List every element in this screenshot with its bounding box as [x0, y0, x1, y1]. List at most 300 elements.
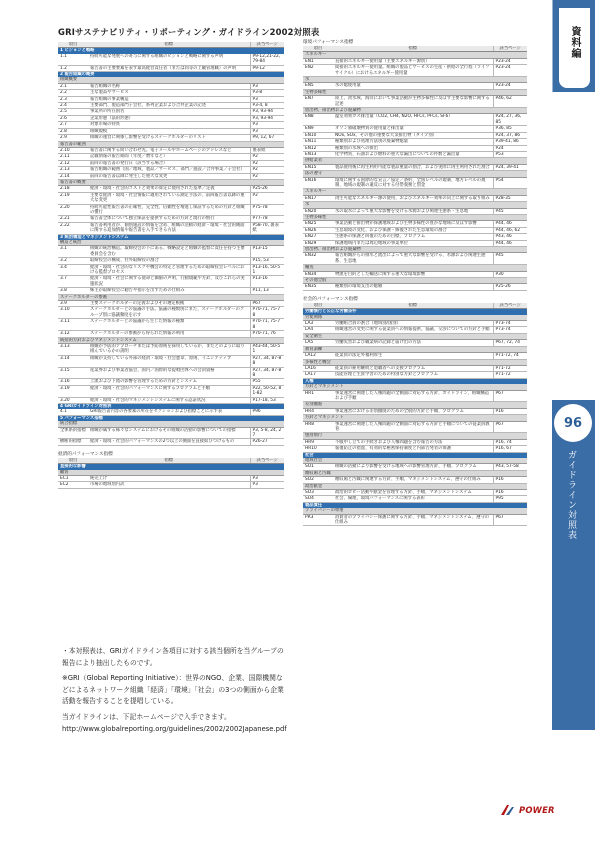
- gri-table-environment: [303, 46, 527, 291]
- header-index: 指標: [88, 42, 250, 48]
- logo-text: POWER: [519, 805, 555, 815]
- item-description: 不服申し立ての手続きおよび人権問題を含む報告の方法: [333, 439, 493, 445]
- item-description: 消費者のプライバシー保護に関する方針、手順、マネジメントシステム、遵守の仕組み: [333, 514, 493, 526]
- item-description: 生態系の保護と回復のための目標、プログラム: [333, 234, 493, 240]
- item-description: 従業員の法定外福利厚生: [333, 353, 493, 359]
- table-row: [303, 253, 527, 265]
- header-index: 指標: [333, 303, 493, 309]
- item-code: EN34: [303, 271, 333, 277]
- item-code: PR3: [303, 514, 333, 526]
- item-code: EN27: [303, 234, 333, 240]
- item-description: 製品使用後に再生利用可能な製品重量の割合、および実際に再生利用された割合: [333, 164, 493, 170]
- item-description: 純売上げ: [88, 476, 250, 482]
- subsection-title: 報告書の概要: [58, 179, 284, 185]
- gri-table-main: [58, 42, 284, 446]
- page-reference: P23-24: [493, 83, 527, 89]
- item-description: ステークホルダーとの協議の手法。協議の種類別にまた、ステークホルダーのグループ別に協議頻度を示す: [88, 307, 250, 319]
- item-code: 全体系的指標: [58, 427, 88, 439]
- item-code: 3.12: [58, 331, 88, 337]
- header-item: 項目: [58, 42, 88, 48]
- item-description: 経済・環境・社会的パフォーマンスの2つ以上の側面を直接結びつけるもの: [88, 439, 250, 445]
- section-title: 製品責任: [303, 502, 527, 508]
- page-reference: P27, 34, 87-88: [250, 367, 284, 379]
- item-description: 取締役会の構成、社外取締役の割合: [88, 258, 250, 264]
- table-row: [58, 343, 284, 355]
- table-row: [303, 421, 527, 433]
- item-description: 報告書利用者が、個別施設の情報を含め、組織の活動の経済・環境・社会的側面に関する追加情報や報告書を入手できる方法: [88, 222, 250, 234]
- item-code: 3.15: [58, 367, 88, 379]
- item-code: HR10: [303, 446, 333, 452]
- page-reference: P3: [250, 96, 284, 102]
- page-reference: P3-4, 8: [250, 103, 284, 109]
- item-description: 報告書の主要要素を表す最高経営責任者（または同等の上級管理職）の声明: [88, 65, 250, 71]
- subsection-title: 放出物、排出物および廃棄物: [303, 108, 527, 114]
- item-description: 報告組織からの排水と流出によって重大な影響を受ける、水源および関連生態系、生息地: [333, 253, 493, 265]
- page-reference: P95: [493, 496, 527, 502]
- page-reference: P23-24: [493, 58, 527, 64]
- item-code: HR9: [303, 439, 333, 445]
- item-code: 1.2: [58, 65, 88, 71]
- subsection-title: 放出物、排出物および廃棄物: [303, 247, 527, 253]
- soc-table-title: 社会的パフォーマンス指標: [303, 296, 358, 302]
- item-description: 労働組合員の割合（地域別/国別）: [333, 321, 493, 327]
- page-reference: P71-72, 74: [493, 353, 527, 359]
- subsection-title: 輸送: [303, 265, 527, 271]
- subsection-title: 教育訓練: [303, 346, 527, 352]
- item-description: 事業運営における差別撤廃のための全般的方針と手順、プログラム: [333, 408, 493, 414]
- subsection-title: 報告書の範囲: [58, 141, 284, 147]
- page-reference: P96: [250, 409, 284, 415]
- econ-table-title: 経済的パフォーマンス指標: [58, 451, 113, 457]
- page-number: 96: [554, 404, 592, 442]
- page-reference: P44, 46: [493, 221, 527, 227]
- page-reference: P22, 50-52, 81-82: [250, 385, 284, 397]
- item-description: ステークホルダーとの協議から生じた情報の種類: [88, 319, 250, 331]
- item-code: EN11: [303, 139, 333, 145]
- left-column: [58, 42, 284, 489]
- page-reference: P16: [493, 490, 527, 496]
- page-reference: P25-26: [250, 186, 284, 192]
- item-description: 対象市場の特質: [88, 122, 250, 128]
- section-title: 1 ビジョンと戦略: [58, 48, 284, 54]
- subsection-title: 労使関係: [303, 315, 527, 321]
- item-code: 3.8: [58, 288, 88, 294]
- subsection-title: 供給業者: [303, 158, 527, 164]
- page-reference: P9-12: [250, 65, 284, 71]
- item-description: 組織の活動により影響を受ける地域への影響管理方針、手順、プログラム: [333, 464, 493, 470]
- item-code: LA16: [303, 365, 333, 371]
- page-reference: P15, 53: [250, 258, 284, 264]
- page-reference: P24, 37, 86: [493, 132, 527, 138]
- item-description: 経済・環境・社会的なリスクや機会の特定と管理するための取締役会レベルにおける監督プロセス: [88, 264, 250, 276]
- item-code: EN8: [303, 114, 333, 126]
- item-code: 2.1: [58, 83, 88, 89]
- item-description: 報告組織の事業構造: [88, 96, 250, 102]
- note-3-text: 当ガイドラインは、下記ホームページで入手できます。: [62, 712, 231, 721]
- item-code: 2.19: [58, 192, 88, 204]
- table-row: [58, 276, 284, 288]
- page-reference: P3, 93-94: [250, 115, 284, 121]
- subsection-title: エネルギー: [303, 52, 527, 58]
- item-code: EN20: [303, 208, 333, 214]
- item-code: SO1: [303, 464, 333, 470]
- item-code: EC2: [58, 482, 88, 488]
- page-reference: P27, 34, 87-88: [250, 355, 284, 367]
- item-description: 企業形態（法的形態）: [88, 115, 250, 121]
- subsection-title: 差別撤廃: [303, 402, 527, 408]
- subsection-title: 生物多様性: [303, 214, 527, 220]
- header-page: 該当ページ: [250, 42, 284, 48]
- item-code: 2.11: [58, 154, 88, 160]
- gri-url-link[interactable]: http://www.globalreporting.org/guidelines/2002/2002Japanese.pdf: [62, 724, 287, 733]
- header-index: 指標: [333, 46, 493, 52]
- page-reference: P45: [493, 253, 527, 265]
- table-row: [58, 204, 284, 216]
- item-description: 主要ステークホルダーの定義およびその選定根拠: [88, 301, 250, 307]
- subsection-title: 政治献金: [303, 483, 527, 489]
- item-description: オゾン層破壊物質の使用量と排出量: [333, 126, 493, 132]
- item-description: 報告組織の名称: [88, 83, 250, 89]
- item-code: 3.14: [58, 355, 88, 367]
- page-reference: P2: [250, 160, 284, 166]
- page-reference: P75-78: [250, 204, 284, 216]
- subsection-title: 水: [303, 202, 527, 208]
- item-description: 経済・環境・社会的コストと効果の算定に使用された基準／定義: [88, 186, 250, 192]
- subsection-title: 法の遵守: [303, 171, 527, 177]
- page-reference: P23-24: [493, 65, 527, 77]
- item-code: 2.9: [58, 135, 88, 141]
- item-description: 社会、倫理、環境パフォーマンスに関する表彰: [333, 496, 493, 502]
- item-description: 種類別の環境支出の総額: [333, 284, 493, 290]
- table-row: [58, 319, 284, 331]
- item-description: 株主が取締役会に勧告や指示を出すための仕組み: [88, 288, 250, 294]
- section-title: 3 統治構造とマネジメントシステム: [58, 234, 284, 240]
- table-row: [58, 385, 284, 397]
- item-code: LA4: [303, 327, 333, 333]
- page-reference: P13-16: [250, 276, 284, 288]
- section-title: 2 報告組織の概要: [58, 72, 284, 78]
- item-description: 組織が支持している外部の経済・環境・社会憲章、原則、イニシアティブ: [88, 355, 250, 367]
- item-description: 主な製品やサービス: [88, 90, 250, 96]
- page-reference: P24: [493, 145, 527, 151]
- section-title: 人権: [303, 378, 527, 384]
- page-reference: P67, 72, 74: [493, 340, 527, 346]
- page-reference: P25-26: [493, 284, 527, 290]
- table-row: [58, 246, 284, 258]
- item-description: 組織規模: [88, 128, 250, 134]
- j-power-mark-icon: [500, 804, 516, 816]
- page-reference: P3: [250, 482, 284, 488]
- item-code: 3.1: [58, 246, 88, 258]
- page-reference: P13-15: [250, 246, 284, 258]
- gri-table-social: [303, 303, 527, 527]
- item-code: 3.11: [58, 319, 88, 331]
- page-reference: P77-78: [250, 216, 284, 222]
- subsection-title: 懲罰慣行: [303, 433, 527, 439]
- item-code: EN9: [303, 126, 333, 132]
- table-row: [58, 367, 284, 379]
- item-code: 2.12: [58, 160, 88, 166]
- item-code: EN35: [303, 284, 333, 290]
- item-description: 事業運営に関連した人権問題の全側面に対応する方針、ガイドライン、組織構造および手順: [333, 390, 493, 402]
- page-reference: P70-71, 76: [250, 331, 284, 337]
- item-description: 技能管理と生涯学習のための特別な方針とプログラム: [333, 372, 493, 378]
- page-reference: P43, 57-58: [493, 464, 527, 470]
- item-code: 3.2: [58, 258, 88, 264]
- subsection-title: プライバシーの尊重: [303, 508, 527, 514]
- page-reference: P45: [493, 208, 527, 214]
- subsection-title: ステークホルダーの参画: [58, 294, 284, 300]
- item-description: 種類別の水域への排出: [333, 145, 493, 151]
- subsection-title: 生物多様性: [303, 89, 527, 95]
- item-code: LA5: [303, 340, 333, 346]
- page-reference: P71-72: [493, 365, 527, 371]
- footnotes: [62, 646, 288, 739]
- page-reference: P2: [250, 154, 284, 160]
- item-code: 4.1: [58, 409, 88, 415]
- item-description: 水の取水によって重大な影響を受ける水源および関連生態系・生息地: [333, 208, 493, 214]
- page-reference: P9-12,21-22,79-84: [250, 54, 284, 65]
- item-description: 組織が属する様々なシステムにおけるその組織の活動の影響についての指標: [88, 427, 250, 439]
- item-code: 2.18: [58, 186, 88, 192]
- item-description: 報告書に関する問い合わせ先。電子メールやホームページのアドレスなど: [88, 147, 250, 153]
- item-description: 環境に関する国際的な宣言／協定／条約、全国レベルの規制、地方レベルの規制、地域の規制の違反に対する付帯義務と罰金: [333, 177, 493, 189]
- table-row: [303, 284, 527, 290]
- subsection-title: 贈収賄と汚職: [303, 470, 527, 476]
- item-description: 市場の地域別内訳: [88, 482, 250, 488]
- item-code: 2.4: [58, 103, 88, 109]
- page-reference: P3-8: [250, 90, 284, 96]
- item-code: 2.5: [58, 109, 88, 115]
- section-title: 直接的な影響: [58, 464, 284, 470]
- item-description: 事業運営に関連した人権問題の全側面に対応する方針と手順についての従業員教育: [333, 421, 493, 433]
- item-code: 3.13: [58, 343, 88, 355]
- item-code: SO3: [303, 490, 333, 496]
- table-row: [58, 439, 284, 445]
- item-description: 生息環境の変化、および保護・修復された生息環境の割合: [333, 227, 493, 233]
- item-code: EN29: [303, 240, 333, 246]
- subsection-title: 地域社会: [303, 458, 527, 464]
- item-description: 報告組織の範囲（国／地域、製品／サービス、部門／施設／合弁事業／子会社）: [88, 167, 250, 173]
- item-code: 3.20: [58, 397, 88, 403]
- table-row: [303, 390, 527, 402]
- item-code: 3.16: [58, 379, 88, 385]
- note-2: ※GRI（Global Reporting Initiative）：世界のNGO、企業、国際機関などによるネットワーク組織「経済」「環境」「社会」の3つの側面から企業活動を報告することを提唱している。: [62, 674, 284, 706]
- page-reference: 裏表紙: [250, 147, 284, 153]
- item-code: 2.7: [58, 122, 88, 128]
- item-description: 間接的エネルギー使用量。組織の製品とサービスの生産・供給の全行程（ライフサイクル）におけるエネルギー使用量: [333, 65, 493, 77]
- item-description: 経済・環境・社会的パフォーマンスに関するプログラムと手順: [88, 385, 250, 397]
- right-column: [303, 39, 527, 526]
- item-description: 事業所の所在国名: [88, 109, 250, 115]
- env-table-title: 環境パフォーマンス指標: [303, 40, 354, 45]
- page-reference: P13-16, 50-51: [250, 264, 284, 276]
- page-reference: P3, 5-8, 24, 27: [250, 427, 284, 439]
- item-description: 記載情報の報告期間（年度／暦年など）: [88, 154, 250, 160]
- subsection-title: 水: [303, 77, 527, 83]
- item-code: 2.13: [58, 167, 88, 173]
- item-description: 組織が予防的アプローチまたは予防原則を採用しているか、またどのように取り組んでいるかの説明: [88, 343, 250, 355]
- page-reference: P70-71, 75-78: [250, 307, 284, 319]
- item-code: HR4: [303, 408, 333, 414]
- page-reference: P44, 46, 62: [493, 227, 527, 233]
- page-reference: P9, 12, 67: [250, 135, 284, 141]
- section-title: 労働慣行と公正な労働条件: [303, 309, 527, 315]
- subsection-title: 統括的方針およびマネジメントシステム: [58, 337, 284, 343]
- page-reference: P36, 85: [493, 126, 527, 132]
- side-tab: [552, 0, 595, 841]
- item-description: 前回の報告書の発行日（該当する場合）: [88, 160, 250, 166]
- item-code: EN1: [303, 58, 333, 64]
- table-row: [58, 355, 284, 367]
- item-description: 化学物質、石油および燃料の重大な漏出についての件数と漏出量: [333, 151, 493, 157]
- subsection-title: 安全衛生: [303, 333, 527, 339]
- table-row: [303, 96, 527, 108]
- company-logo: [500, 804, 555, 816]
- note-1: ・本対照表は、GRIガイドライン各項目に対する該当個所を当グループの報告により抽出したものです。: [62, 647, 284, 667]
- item-code: SO4: [303, 496, 333, 502]
- header-index: 指標: [88, 458, 250, 464]
- item-code: 2.8: [58, 128, 88, 134]
- page-reference: P71-72: [493, 372, 527, 378]
- item-code: LA12: [303, 353, 333, 359]
- item-code: 3.4: [58, 264, 88, 276]
- item-description: 物流を目的とした輸送に関する重大な環境影響: [333, 271, 493, 277]
- page-reference: P73-74: [493, 327, 527, 333]
- item-description: 組織運営の変更に関する従業員への情報提供、協議、交渉についての方針と手順: [333, 327, 493, 333]
- item-code: EN16: [303, 177, 333, 189]
- page-reference: P67: [493, 390, 527, 402]
- item-code: 3.7: [58, 276, 88, 288]
- subsection-title: 構造と統治: [58, 240, 284, 246]
- gri-table-economic: [58, 458, 284, 489]
- item-description: 事業活動と排出物が保護地域および生物多様性の豊かな地域に及ぼす影響: [333, 221, 493, 227]
- page-reference: P2: [250, 167, 284, 173]
- page-reference: P58-70, 裏表紙: [250, 222, 284, 234]
- header-page: 該当ページ: [493, 46, 527, 52]
- item-code: 2.6: [58, 115, 88, 121]
- table-row: [303, 114, 527, 126]
- item-description: 水の総使用量: [333, 83, 493, 89]
- subsection-title: 多様性と機会: [303, 359, 527, 365]
- table-row: [58, 54, 284, 65]
- page-reference: P67: [250, 301, 284, 307]
- item-code: 3.19: [58, 385, 88, 397]
- item-description: 贈収賄と汚職に関連する方針、手順、マネジメントシステム、遵守の仕組み: [333, 477, 493, 483]
- item-code: HR1: [303, 390, 333, 402]
- section-label: 資料編: [569, 26, 580, 59]
- table-row: [303, 177, 527, 189]
- item-code: SO2: [303, 477, 333, 483]
- section-title: 5 パフォーマンス指標: [58, 415, 284, 421]
- item-code: EN32: [303, 253, 333, 265]
- table-row: [58, 307, 284, 319]
- subsection-title: 組織概要: [58, 77, 284, 83]
- subsection-title: その他全般: [303, 278, 527, 284]
- subsection-title: 方針とマネジメント: [303, 384, 527, 390]
- page-reference: P16: [493, 477, 527, 483]
- item-code: EN13: [303, 151, 333, 157]
- item-code: HR8: [303, 421, 333, 433]
- item-code: LA17: [303, 372, 333, 378]
- page-reference: P43-44, 50-51: [250, 343, 284, 355]
- item-description: 組織の統治構造。取締役会の下にある、戦略設定と組織の監督に責任を持つ主要委員会を含む: [88, 246, 250, 258]
- item-code: EC1: [58, 476, 88, 482]
- item-description: 直接的エネルギー使用量（主要エネルギー源別）: [333, 58, 493, 64]
- subsection-title: エネルギー: [303, 189, 527, 195]
- section-title: 社会: [303, 452, 527, 458]
- item-description: 温室効果ガス排出量（CO2, CH4, N2O, HFCs, PFCs, SF6）: [333, 114, 493, 126]
- item-description: 産業界および事業者協会、国内／国際的な提唱団体への会員資格: [88, 367, 250, 379]
- page-reference: P54: [493, 177, 527, 189]
- note-3: [62, 712, 288, 735]
- item-code: EN25: [303, 221, 333, 227]
- item-description: 持続可能性報告書の正確性、完全性、信頼性を増進し保証するための方針と組織の慣行: [88, 204, 250, 216]
- item-code: 2.21: [58, 216, 88, 222]
- item-code: EN26: [303, 227, 333, 233]
- table-row: [58, 482, 284, 488]
- item-code: EN2: [303, 65, 333, 77]
- item-description: 労働災害および職業病の記録と届け出の方法: [333, 340, 493, 346]
- item-code: 横断的指標: [58, 439, 88, 445]
- item-description: 経済・環境・社会的マネジメントシステムに関する認証状況: [88, 397, 250, 403]
- item-description: NOx, SOx、その他の重要な大気排出物（タイプ別）: [333, 132, 493, 138]
- page-reference: P3, 93-94: [250, 109, 284, 115]
- subsection-title: 方針とマネジメント: [303, 415, 527, 421]
- header-item: 項目: [303, 46, 333, 52]
- item-description: 陸上、淡水域、海洋において事業活動が生物多様性に及ぼす主要な影響に関する記述: [333, 96, 493, 108]
- page-reference: P3: [250, 476, 284, 482]
- item-code: 2.2: [58, 90, 88, 96]
- item-code: EN15: [303, 164, 333, 170]
- page-reference: P16: [493, 408, 527, 414]
- header-item: 項目: [303, 303, 333, 309]
- item-code: 2.14: [58, 173, 88, 179]
- page-reference: P67: [493, 514, 527, 526]
- page-reference: P3: [250, 122, 284, 128]
- item-description: ステークホルダーの参画から得られた情報の利用: [88, 331, 250, 337]
- table-row: [303, 65, 527, 77]
- page-reference: P43, 46: [493, 234, 527, 240]
- header-page: 該当ページ: [493, 303, 527, 309]
- chapter-label: ガイドライン対照表: [566, 450, 576, 540]
- page-reference: P73-74: [493, 321, 527, 327]
- item-description: 再生可能なエネルギー源の使用、およびエネルギー効率の向上に関する取り組み: [333, 195, 493, 201]
- page-reference: P16, 74: [493, 439, 527, 445]
- page-reference: P24, 27, 36, 85: [493, 114, 527, 126]
- header-item: 項目: [58, 458, 88, 464]
- page-reference: P30: [493, 271, 527, 277]
- page-reference: P26-27: [250, 439, 284, 445]
- page-reference: P44, 46: [493, 240, 527, 246]
- item-code: 2.10: [58, 147, 88, 153]
- table-row: [58, 192, 284, 204]
- item-code: 2.3: [58, 96, 88, 102]
- item-code: EN17: [303, 195, 333, 201]
- item-code: EN7: [303, 96, 333, 108]
- item-description: 報告書全体について独立保証を提供するための方針と現行の慣行: [88, 216, 250, 222]
- page-reference: P55: [250, 379, 284, 385]
- table-row: [58, 264, 284, 276]
- item-code: EN10: [303, 132, 333, 138]
- page-reference: P2: [250, 192, 284, 204]
- item-description: 持続可能な発展への寄与に関する組織のビジョンと戦略に関する声明: [88, 54, 250, 65]
- page-reference: P17-18, 53: [250, 397, 284, 403]
- item-description: 前回の報告書以降に発生した重大な変更: [88, 173, 250, 179]
- side-tab-header: [552, 0, 595, 92]
- item-description: 保護地域内または周辺地域の事業単位: [333, 240, 493, 246]
- page-reference: P70-71, 75-78: [250, 319, 284, 331]
